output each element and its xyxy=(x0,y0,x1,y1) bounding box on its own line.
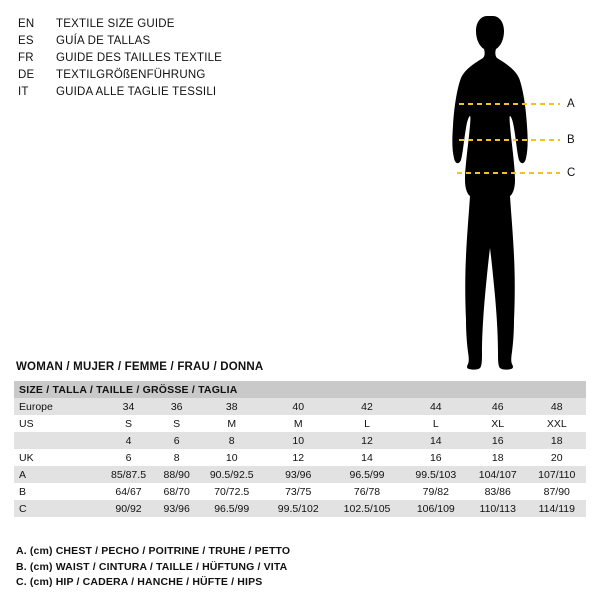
cell: 16 xyxy=(404,449,468,466)
row-label xyxy=(14,432,101,449)
cell: 96.5/99 xyxy=(330,466,403,483)
table-row xyxy=(14,466,586,483)
cell: L xyxy=(404,415,468,432)
footnote-b: B. (cm) WAIST / CINTURA / TAILLE / HÜFTUNG / VITA xyxy=(16,560,288,573)
row-label: Europe xyxy=(14,398,101,415)
table-header-row xyxy=(14,381,586,398)
cell: 4 xyxy=(101,432,156,449)
cell: 68/70 xyxy=(156,483,197,500)
cell: 10 xyxy=(266,432,330,449)
cell: 96.5/99 xyxy=(197,500,266,517)
table-row xyxy=(14,500,586,517)
cell: 44 xyxy=(404,398,468,415)
cell: 12 xyxy=(266,449,330,466)
cell: M xyxy=(266,415,330,432)
row-label: C xyxy=(14,500,101,517)
cell: 110/113 xyxy=(468,500,528,517)
cell: 20 xyxy=(528,449,586,466)
table-row xyxy=(14,398,586,415)
cell: 88/90 xyxy=(156,466,197,483)
cell: 10 xyxy=(197,449,266,466)
cell: 40 xyxy=(266,398,330,415)
language-text-en: TEXTILE SIZE GUIDE xyxy=(56,18,175,30)
language-text-de: TEXTILGRÖßENFÜHRUNG xyxy=(56,69,206,81)
cell: S xyxy=(101,415,156,432)
cell: 16 xyxy=(468,432,528,449)
table-row xyxy=(14,432,586,449)
female-silhouette-icon xyxy=(395,8,595,373)
table-row xyxy=(14,449,586,466)
language-code-fr: FR xyxy=(18,52,34,64)
cell: 70/72.5 xyxy=(197,483,266,500)
row-label: UK xyxy=(14,449,101,466)
cell: 18 xyxy=(528,432,586,449)
language-text-es: GUÍA DE TALLAS xyxy=(56,35,151,47)
cell: 76/78 xyxy=(330,483,403,500)
cell: 73/75 xyxy=(266,483,330,500)
cell: 34 xyxy=(101,398,156,415)
cell: XL xyxy=(468,415,528,432)
cell: 48 xyxy=(528,398,586,415)
cell: 14 xyxy=(404,432,468,449)
cell: 99.5/102 xyxy=(266,500,330,517)
section-title: WOMAN / MUJER / FEMME / FRAU / DONNA xyxy=(16,361,264,373)
language-code-en: EN xyxy=(18,18,35,30)
language-row-en xyxy=(18,16,318,33)
cell: 106/109 xyxy=(404,500,468,517)
cell: M xyxy=(197,415,266,432)
row-label: B xyxy=(14,483,101,500)
cell: 104/107 xyxy=(468,466,528,483)
figure-area xyxy=(395,8,595,373)
cell: S xyxy=(156,415,197,432)
row-label: US xyxy=(14,415,101,432)
cell: 99.5/103 xyxy=(404,466,468,483)
cell: 6 xyxy=(156,432,197,449)
language-text-fr: GUIDE DES TAILLES TEXTILE xyxy=(56,52,223,64)
row-label: A xyxy=(14,466,101,483)
cell: 18 xyxy=(468,449,528,466)
cell: 38 xyxy=(197,398,266,415)
measure-label-b: B xyxy=(567,134,575,146)
cell: L xyxy=(330,415,403,432)
measure-label-c: C xyxy=(567,167,576,179)
size-table xyxy=(14,381,586,517)
language-text-it: GUIDA ALLE TAGLIE TESSILI xyxy=(56,86,217,98)
cell: 36 xyxy=(156,398,197,415)
cell: 90/92 xyxy=(101,500,156,517)
cell: 85/87.5 xyxy=(101,466,156,483)
cell: 102.5/105 xyxy=(330,500,403,517)
cell: 93/96 xyxy=(266,466,330,483)
cell: 42 xyxy=(330,398,403,415)
language-code-de: DE xyxy=(18,69,35,81)
language-code-it: IT xyxy=(18,86,29,98)
cell: 83/86 xyxy=(468,483,528,500)
language-row-de xyxy=(18,67,318,84)
cell: 12 xyxy=(330,432,403,449)
language-code-es: ES xyxy=(18,35,34,47)
cell: 46 xyxy=(468,398,528,415)
cell: 64/67 xyxy=(101,483,156,500)
cell: 87/90 xyxy=(528,483,586,500)
cell: 90.5/92.5 xyxy=(197,466,266,483)
cell: 93/96 xyxy=(156,500,197,517)
language-row-fr xyxy=(18,50,318,67)
cell: 8 xyxy=(197,432,266,449)
measure-label-a: A xyxy=(567,98,575,110)
table-row xyxy=(14,483,586,500)
language-header-block xyxy=(18,16,318,101)
cell: 6 xyxy=(101,449,156,466)
language-row-es xyxy=(18,33,318,50)
cell: 114/119 xyxy=(528,500,586,517)
language-row-it xyxy=(18,84,318,101)
cell: 79/82 xyxy=(404,483,468,500)
footnote-a: A. (cm) CHEST / PECHO / POITRINE / TRUHE / PETTO xyxy=(16,545,291,557)
cell: 14 xyxy=(330,449,403,466)
cell: XXL xyxy=(528,415,586,432)
table-header-label: SIZE / TALLA / TAILLE / GRÖSSE / TAGLIA xyxy=(14,381,586,398)
cell: 107/110 xyxy=(528,466,586,483)
footnotes-block xyxy=(16,544,576,591)
footnote-c: C. (cm) HIP / CADERA / HANCHE / HÜFTE / HIPS xyxy=(16,576,263,588)
table-row xyxy=(14,415,586,432)
cell: 8 xyxy=(156,449,197,466)
